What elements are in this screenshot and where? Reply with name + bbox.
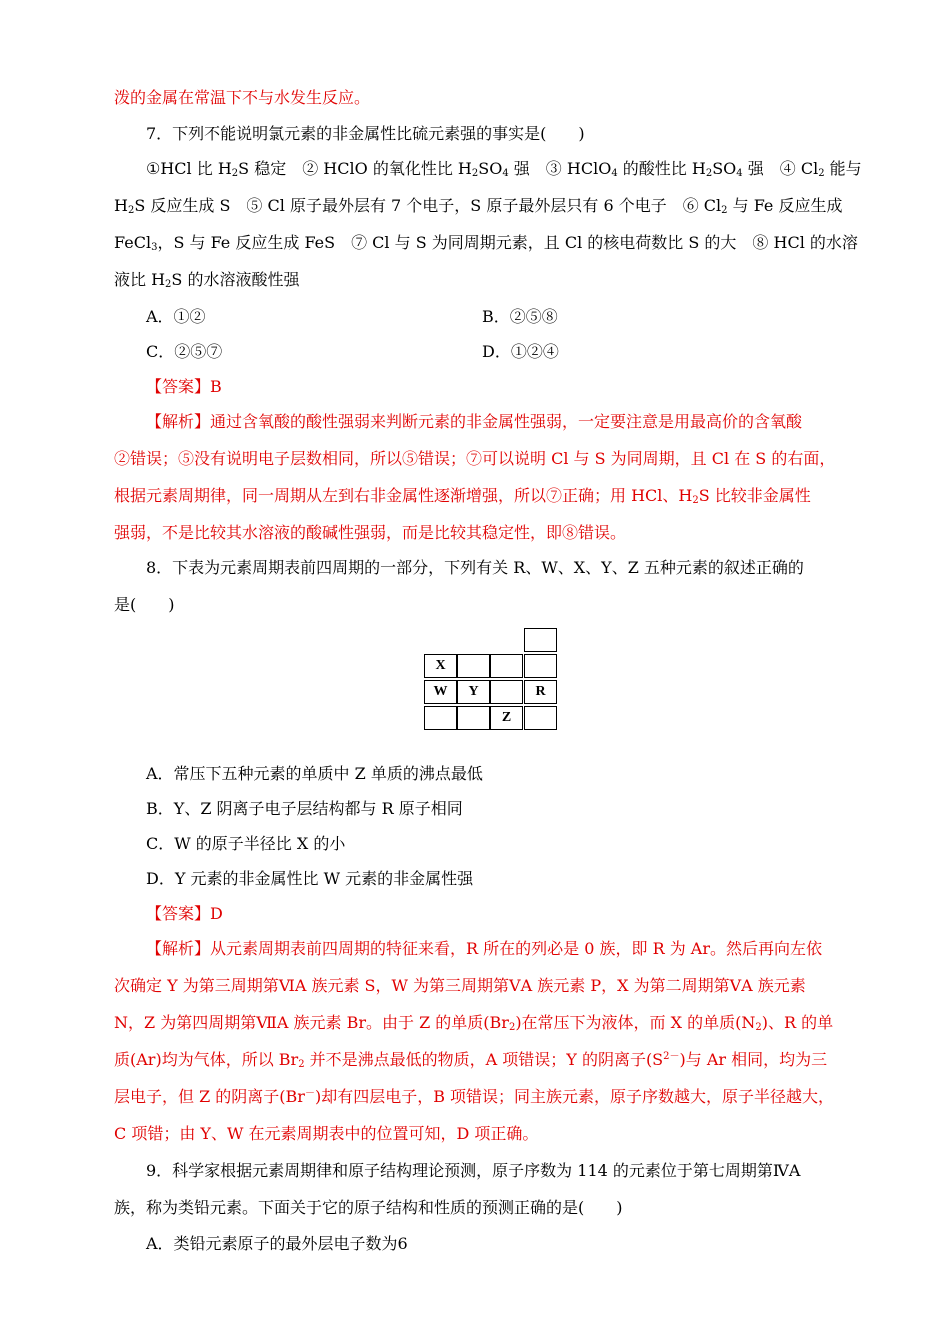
q7-option-c: C．②⑤⑦	[146, 342, 223, 361]
q7-option-a: A．①②	[146, 307, 206, 326]
q8-analysis-line-2: 次确定 Y 为第三周期第ⅥA 族元素 S，W 为第三周期第ⅤA 族元素 P，X 为第二周期第ⅤA 族元素	[114, 976, 806, 995]
table-cell-x: X	[424, 654, 457, 678]
table-cell-y: Y	[457, 680, 490, 704]
table-cell-empty	[524, 628, 557, 652]
q8-analysis-line-1: 【解析】从元素周期表前四周期的特征来看，R 所在的列必是 0 族，即 R 为 Ar。然后再向左依	[146, 939, 823, 958]
q9-stem-line-2: 族，称为类铅元素。下面关于它的原子结构和性质的预测正确的是( )	[114, 1198, 623, 1217]
q7-analysis-line-3: 根据元素周期律，同一周期从左到右非金属性逐渐增强，所以⑦正确；用 HCl、$H_2S$ 比较非金属性	[114, 486, 811, 506]
table-cell-empty	[490, 680, 523, 704]
q7-analysis-line-1: 【解析】通过含氧酸的酸性强弱来判断元素的非金属性强弱，一定要注意是用最高价的含氧酸	[146, 412, 803, 431]
q8-answer: 【答案】D	[146, 904, 223, 923]
q8-stem-line-1: 8．下表为元素周期表前四周期的一部分，下列有关 R、W、X、Y、Z 五种元素的叙述正确的	[146, 558, 804, 577]
table-cell-empty	[524, 654, 557, 678]
table-cell-empty	[490, 654, 523, 678]
q7-stem: 7．下列不能说明氯元素的非金属性比硫元素强的事实是( )	[146, 124, 585, 143]
table-cell-z: Z	[490, 706, 523, 730]
q8-option-b: B．Y、Z 阴离子电子层结构都与 R 原子相同	[146, 799, 463, 818]
table-cell-empty	[424, 706, 457, 730]
q7-answer: 【答案】B	[146, 377, 222, 396]
q8-analysis-line-5: 层电子，但 Z 的阴离子(Br－)却有四层电子，B 项错误；同主族元素，原子序数越大，原子半径越大，	[114, 1087, 835, 1106]
continuation-line: 泼的金属在常温下不与水发生反应。	[114, 88, 371, 107]
q7-analysis-line-4: 强弱，不是比较其水溶液的酸碱性强弱，而是比较其稳定性，即⑧错误。	[114, 523, 627, 542]
q9-option-a: A．类铅元素原子的最外层电子数为6	[146, 1234, 408, 1253]
q8-analysis-line-4: 质(Ar)均为气体，所以 $Br_2$ 并不是沸点最低的物质，A 项错误；Y 的阴离子$(S^{2-})$与 Ar 相同，均为三	[114, 1050, 828, 1070]
q7-statement-line-1: ①HCl 比 $H_2S$ 稳定 ② HClO 的氧化性比 $H_2SO_4$ 强 ③ HClO$_4$ 的酸性比 $H_2SO_4$ 强 ④ $Cl_2$ 能与	[146, 159, 862, 179]
q8-option-a: A．常压下五种元素的单质中 Z 单质的沸点最低	[146, 764, 483, 783]
table-cell-empty	[524, 706, 557, 730]
q7-statement-line-4: 液比 $H_2S$ 的水溶液酸性强	[114, 270, 300, 290]
table-cell-empty	[457, 654, 490, 678]
q8-option-d: D．Y 元素的非金属性比 W 元素的非金属性强	[146, 869, 474, 888]
q7-statement-line-3: FeCl$_3$，S 与 Fe 反应生成 FeS ⑦ Cl 与 S 为同周期元素，且 Cl 的核电荷数比 S 的大 ⑧ HCl 的水溶	[114, 233, 858, 253]
q8-option-c: C．W 的原子半径比 X 的小	[146, 834, 346, 853]
q7-option-b: B．②⑤⑧	[482, 307, 558, 326]
q8-analysis-line-3: N，Z 为第四周期第ⅦA 族元素 Br。由于 Z 的单质$(Br_2)$在常压下为液体，而 X 的单质$(N_2)$、R 的单	[114, 1013, 834, 1033]
q9-stem-line-1: 9．科学家根据元素周期律和原子结构理论预测，原子序数为 114 的元素位于第七周期第ⅣA	[146, 1161, 801, 1180]
table-cell-r: R	[524, 680, 557, 704]
q7-option-d: D．①②④	[482, 342, 559, 361]
q7-analysis-line-2: ②错误；⑤没有说明电子层数相同，所以⑤错误；⑦可以说明 Cl 与 S 为同周期，且 Cl 在 S 的右面，	[114, 449, 836, 468]
q8-analysis-line-6: C 项错；由 Y、W 在元素周期表中的位置可知，D 项正确。	[114, 1124, 539, 1143]
q7-statement-line-2: $H_2S$ 反应生成 S ⑤ Cl 原子最外层有 7 个电子，S 原子最外层只有 6 个电子 ⑥ $Cl_2$ 与 Fe 反应生成	[114, 196, 843, 216]
table-cell-w: W	[424, 680, 457, 704]
q8-stem-line-2: 是( )	[114, 595, 175, 614]
table-cell-empty	[457, 706, 490, 730]
